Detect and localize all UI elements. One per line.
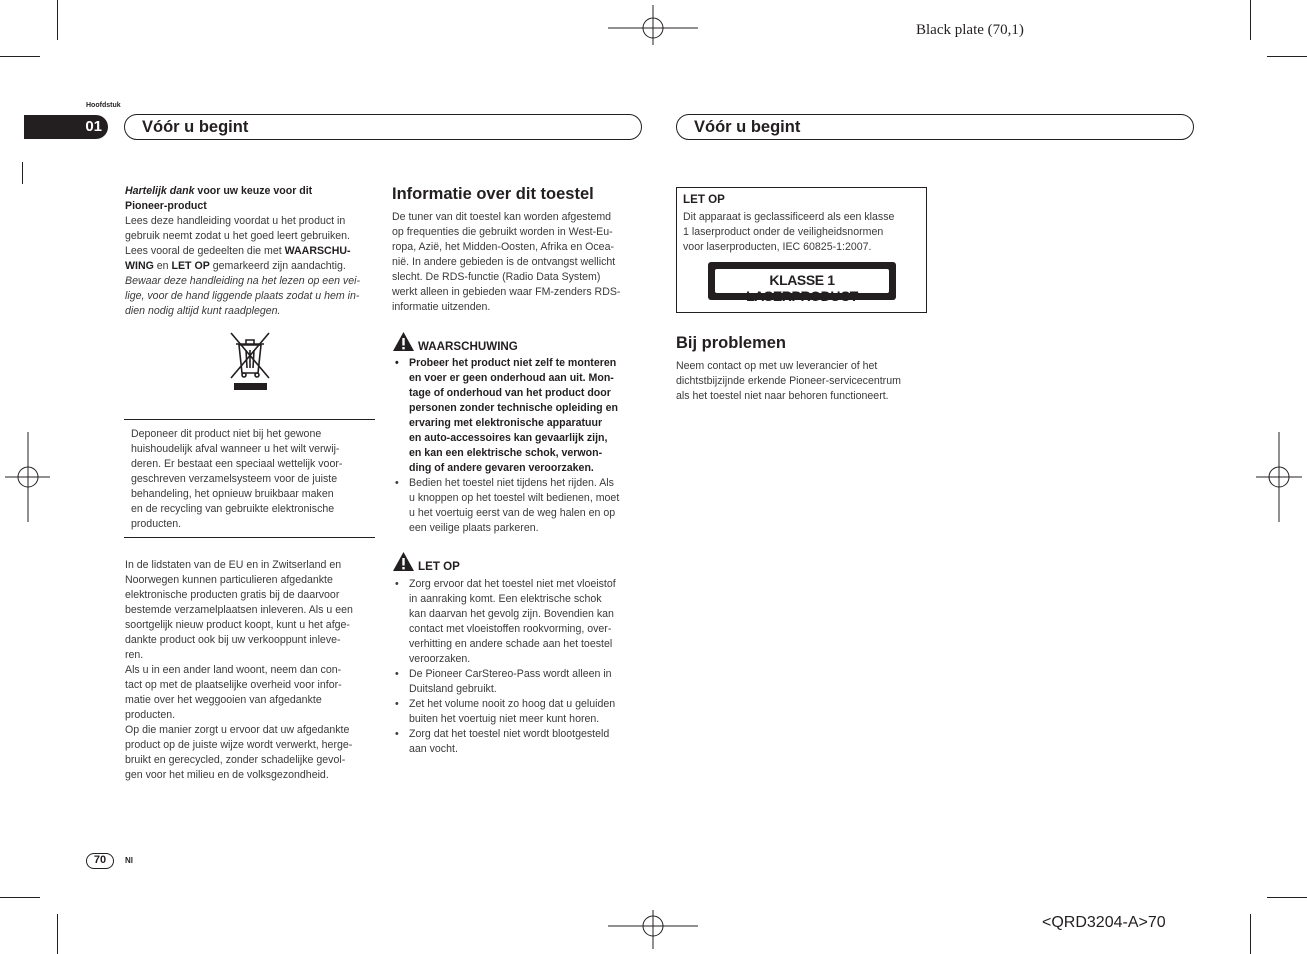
plate-label: Black plate (70,1) (916, 22, 1024, 38)
list-item: • Zorg dat het toestel niet wordt blootgesteld aan vocht. (392, 727, 647, 757)
intro-text: Hartelijk dank voor uw keuze voor dit Pioneer-product Lees deze handleiding voordat u het product in gebruik neemt zodat u het goed leert gebruiken. Lees vooral de gedeelten die met WAARSCHU- WING en LET OP gemarkeerd zijn aandachtig. Bewaar deze handleiding na het lezen op een vei- lige, voor de hand liggende plaats zodat u hem in- dien nodig altijd kunt raadplegen. (125, 185, 360, 317)
laser-class-label: KLASSE 1 LASERPRODUCT (708, 262, 896, 300)
info-heading: Informatie over dit toestel (392, 185, 594, 203)
language-code: Nl (125, 856, 133, 865)
document-code: <QRD3204-A>70 (1042, 914, 1166, 931)
header-right (676, 114, 1194, 140)
warning-list (392, 356, 647, 536)
caution-triangle-icon (392, 551, 415, 572)
page-number-badge (86, 853, 114, 869)
laser-box-heading: LET OP (683, 193, 725, 206)
thanks-italic: Hartelijk dank (125, 185, 195, 197)
chapter-number: 01 (85, 118, 102, 135)
header-left (124, 114, 642, 140)
problems-heading: Bij problemen (676, 334, 787, 352)
list-item: • Zorg ervoor dat het toestel niet met vloeistof in aanraking komt. Een elektrische schok kan daarvan het gevolg zijn. Bovendien kan contact met vloeistoffen rookvorming, over- verhitting en andere schade aan het toestel veroorzaken. (392, 577, 647, 667)
list-item: • Probeer het product niet zelf te monteren en voer er geen onderhoud aan uit. Mon- tage of onderhoud van het product door personen zonder technische opleiding en ervaring met elektronische apparatuur en auto-accessoires kan gevaarlijk zijn, en kan een elektrische schok, verwon- ding of andere gevaren veroorzaken. (392, 356, 647, 476)
warning-heading: WAARSCHUWING (418, 340, 518, 353)
disposal-box: Deponeer dit product niet bij het gewone huishoudelijk afval wanneer u het wilt verwij- deren. Er bestaat een speciaal wettelijk voor- geschreven verzamelsysteem voor de juiste behandeling, het opnieuw bruikbaar maken en de recycling van gebruikte elektronische producten. (124, 419, 375, 538)
page-number: 70 (93, 854, 107, 866)
chapter-label: Hoofdstuk (86, 102, 121, 109)
caution-heading: LET OP (418, 560, 460, 573)
list-item: • Zet het volume nooit zo hoog dat u geluiden buiten het voertuig niet meer kunt horen. (392, 697, 647, 727)
header-left-title: Vóór u begint (142, 118, 249, 136)
list-item: • De Pioneer CarStereo-Pass wordt alleen in Duitsland gebruikt. (392, 667, 647, 697)
caution-list (392, 577, 647, 757)
chapter-tab (24, 115, 108, 139)
eu-text: In de lidstaten van de EU en in Zwitserland en Noorwegen kunnen particulieren afgedankte elektronische producten gratis bij de daarvoor bestemde verzamelplaatsen inleveren. Als u een soortgelijk nieuw product koopt, kunt u het afge- dankte product ook bij uw verkooppunt inleve- ren. Als u in een ander land woont, neem dan con- tact op met de plaatselijke overheid voor infor- matie over het weggooien van afgedankte producten. Op die manier zorgt u ervoor dat uw afgedankte product op de juiste wijze wordt verwerkt, herge- bruikt en gerecycled, zonder schadelijke gevol- gen voor het milieu en de volksgezondheid. (125, 559, 353, 781)
header-right-title: Vóór u begint (694, 118, 801, 136)
info-text: De tuner van dit toestel kan worden afgestemd op frequenties die gebruikt worden in West-Eu- ropa, Azië, het Midden-Oosten, Afrika en Ocea- nië. In andere gebieden is de ontvangst wellicht slecht. De RDS-functie (Radio Data System) werkt alleen in gebieden waar FM-zenders RDS- informatie uitzenden. (392, 211, 621, 313)
laser-box: LET OP Dit apparaat is geclassificeerd als een klasse 1 laserproduct onder de veiligheidsnormen voor laserproducten, IEC 60825-1:2007. (676, 187, 927, 313)
warning-triangle-icon (392, 331, 415, 352)
crossed-bin-icon (228, 331, 272, 393)
problems-text: Neem contact op met uw leverancier of het dichtstbijzijnde erkende Pioneer-servicecentrum als het toestel niet naar behoren functioneert. (676, 360, 901, 402)
list-item: • Bedien het toestel niet tijdens het rijden. Als u knoppen op het toestel wilt bedienen, moet u het voertuig eerst van de weg halen en op een veilige plaats parkeren. (392, 476, 647, 536)
